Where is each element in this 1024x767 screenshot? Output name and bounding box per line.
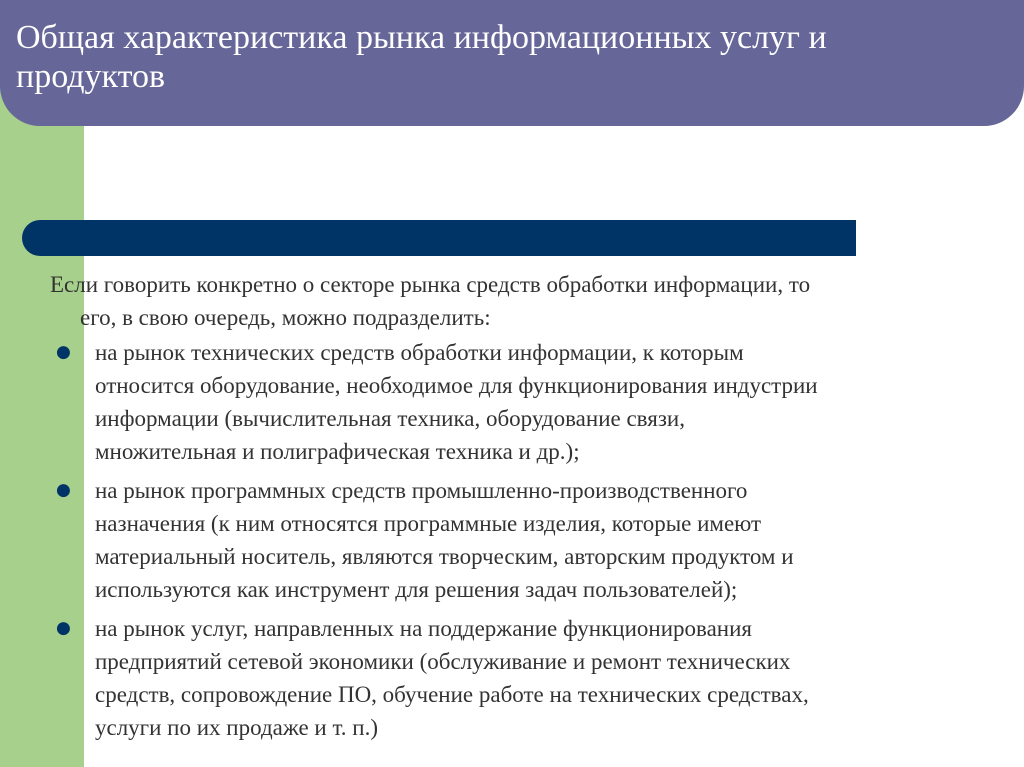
- list-item: [50, 474, 1010, 606]
- bullet-list: [50, 336, 1010, 744]
- bullet-line: на рынок технических средств обработки информации, к которым: [95, 340, 744, 365]
- bullet-line: на рынок программных средств промышленно-производственного: [95, 478, 748, 503]
- bullet-line: материальный носитель, являются творческим, авторским продуктом и: [95, 544, 794, 569]
- bullet-dot-icon: ●: [56, 618, 71, 638]
- bullet-line: множительная и полиграфическая техника и др.);: [95, 439, 580, 464]
- list-item: [50, 612, 1010, 744]
- intro-line-1: Если говорить конкретно о секторе рынка средств обработки информации, то: [50, 272, 811, 297]
- title-bar: [0, 0, 1024, 126]
- slide-body: [50, 268, 1010, 750]
- bullet-line: используются как инструмент для решения задач пользователей);: [95, 577, 738, 602]
- bullet-line: назначения (к ним относятся программные изделия, которые имеют: [95, 511, 762, 536]
- accent-bar: [22, 220, 856, 256]
- slide-title: Общая характеристика рынка информационных услуг и продуктов: [16, 19, 827, 95]
- bullet-line: предприятий сетевой экономики (обслуживание и ремонт технических: [95, 649, 791, 674]
- bullet-line: на рынок услуг, направленных на поддержание функционирования: [95, 616, 752, 641]
- list-item: [50, 336, 1010, 468]
- bullet-line: услуги по их продаже и т. п.): [95, 715, 378, 740]
- bullet-dot-icon: ●: [56, 480, 71, 500]
- bullet-line: информации (вычислительная техника, оборудование связи,: [95, 406, 685, 431]
- bullet-dot-icon: ●: [56, 342, 71, 362]
- bullet-line: средств, сопровождение ПО, обучение работе на технических средствах,: [95, 682, 809, 707]
- intro-line-2: его, в свою очередь, можно подразделить:: [80, 305, 491, 330]
- bullet-line: относится оборудование, необходимое для функционирования индустрии: [95, 373, 818, 398]
